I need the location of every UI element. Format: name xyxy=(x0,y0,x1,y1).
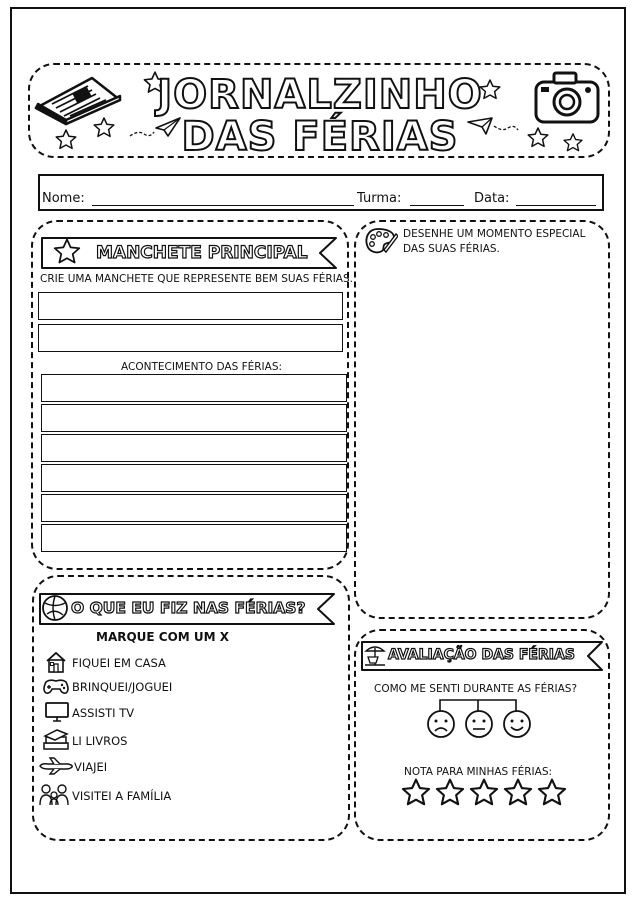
date-field[interactable] xyxy=(516,205,596,206)
house-icon xyxy=(44,650,68,674)
tv-icon xyxy=(44,700,70,724)
rating-star-icon[interactable] xyxy=(400,777,432,809)
beach-ball-icon xyxy=(41,594,69,622)
neutral-face-icon[interactable] xyxy=(464,709,494,739)
date-label: Data: xyxy=(474,191,510,206)
game-controller-icon xyxy=(42,676,70,696)
palette-icon xyxy=(364,226,398,256)
rating-star-icon[interactable] xyxy=(502,777,534,809)
event-label: ACONTECIMENTO DAS FÉRIAS: xyxy=(121,361,283,373)
title-line-1: JORNALZINHO xyxy=(157,72,483,118)
activity-label: VIAJEI xyxy=(74,760,108,774)
title-line-2: DAS FÉRIAS xyxy=(181,114,459,160)
event-line[interactable] xyxy=(41,494,347,522)
activity-label: LI LIVROS xyxy=(72,734,128,748)
beach-chair-icon xyxy=(363,643,387,667)
activity-label: VISITEI A FAMÍLIA xyxy=(72,789,172,803)
name-label: Nome: xyxy=(42,191,85,206)
airplane-icon xyxy=(38,756,74,776)
rating-star-icon[interactable] xyxy=(536,777,568,809)
activity-label: ASSISTI TV xyxy=(72,706,135,720)
rating-star-icon[interactable] xyxy=(434,777,466,809)
activities-banner-title: O QUE EU FIZ NAS FÉRIAS? xyxy=(71,599,306,617)
family-icon xyxy=(38,783,72,807)
feeling-question: COMO ME SENTI DURANTE AS FÉRIAS? xyxy=(374,683,578,695)
evaluation-banner-title: AVALIAÇÃO DAS FÉRIAS xyxy=(388,647,575,663)
event-line[interactable] xyxy=(41,434,347,462)
activity-label: BRINQUEI/JOGUEI xyxy=(72,680,173,694)
books-icon xyxy=(42,728,70,752)
event-line[interactable] xyxy=(41,464,347,492)
name-field[interactable] xyxy=(92,205,354,206)
activity-label: FIQUEI EM CASA xyxy=(72,656,166,670)
drawing-instruction-1: DESENHE UM MOMENTO ESPECIAL xyxy=(403,228,586,240)
happy-face-icon[interactable] xyxy=(502,709,532,739)
rating-star-icon[interactable] xyxy=(468,777,500,809)
event-line[interactable] xyxy=(41,524,347,552)
class-field[interactable] xyxy=(410,205,464,206)
event-line[interactable] xyxy=(41,404,347,432)
headline-line[interactable] xyxy=(38,324,343,352)
star-icon xyxy=(52,237,82,267)
sad-face-icon[interactable] xyxy=(426,709,456,739)
headline-instruction: CRIE UMA MANCHETE QUE REPRESENTE BEM SUAS FÉRIAS. xyxy=(40,273,353,285)
event-line[interactable] xyxy=(41,374,347,402)
rating-label: NOTA PARA MINHAS FÉRIAS: xyxy=(404,766,553,778)
drawing-panel[interactable] xyxy=(354,220,610,619)
class-label: Turma: xyxy=(357,191,402,206)
headline-banner-title: MANCHETE PRINCIPAL xyxy=(96,243,308,263)
headline-line[interactable] xyxy=(38,292,343,320)
activities-instruction: MARQUE COM UM X xyxy=(96,630,230,644)
drawing-instruction-2: DAS SUAS FÉRIAS. xyxy=(403,243,500,255)
